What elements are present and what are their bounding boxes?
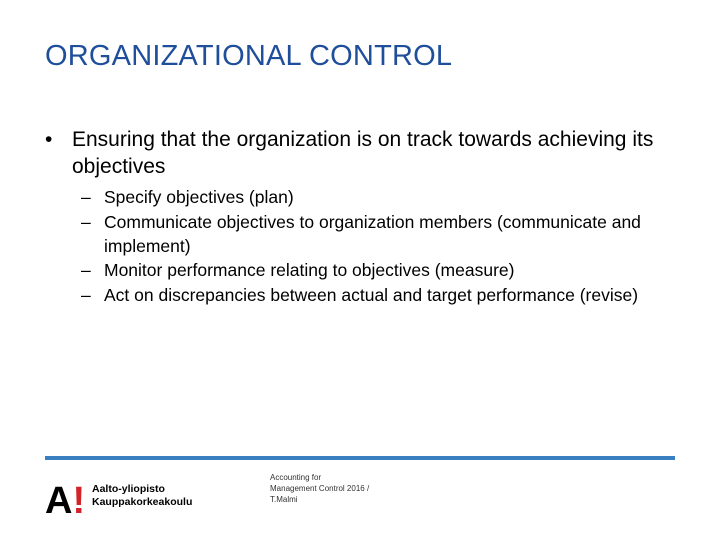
- slide-content: [45, 126, 685, 307]
- dash-mark: –: [81, 187, 91, 207]
- aalto-logo: [45, 480, 205, 516]
- sub-bullet: [81, 210, 685, 258]
- dash-mark: –: [81, 284, 91, 305]
- dash-mark: –: [81, 260, 91, 280]
- sub-bullet-text: Monitor performance relating to objectives (measure): [104, 260, 515, 280]
- slide-title: ORGANIZATIONAL CONTROL: [45, 40, 453, 72]
- sub-bullet-text: Act on discrepancies between actual and target performance (revise): [104, 284, 639, 305]
- logo-name: Aalto-yliopisto: [92, 483, 165, 495]
- main-bullet-text: Ensuring that the organization is on track towards achieving its objectives: [72, 128, 654, 178]
- footer-text-line: Management Control 2016 /: [270, 484, 370, 493]
- sub-bullet-text: Specify objectives (plan): [104, 187, 294, 207]
- sub-bullet: [81, 185, 685, 209]
- footer-text-line: Accounting for: [270, 473, 322, 482]
- sub-bullet: [81, 283, 685, 307]
- sub-bullet: [81, 258, 685, 282]
- footer-text: [270, 472, 430, 505]
- footer-rule: [45, 456, 675, 460]
- sub-bullet-text: Communicate objectives to organization members (communicate and implement): [104, 211, 641, 256]
- aalto-logo-icon: [45, 480, 87, 516]
- logo-mark-text: A!: [45, 480, 86, 516]
- bullet-mark: •: [45, 128, 53, 151]
- sub-bullet-list: [81, 185, 685, 307]
- footer-text-line: T.Malmi: [270, 495, 298, 504]
- logo-subtitle: Kauppakorkeakoulu: [92, 496, 193, 508]
- main-bullet: [45, 126, 685, 180]
- dash-mark: –: [81, 211, 91, 232]
